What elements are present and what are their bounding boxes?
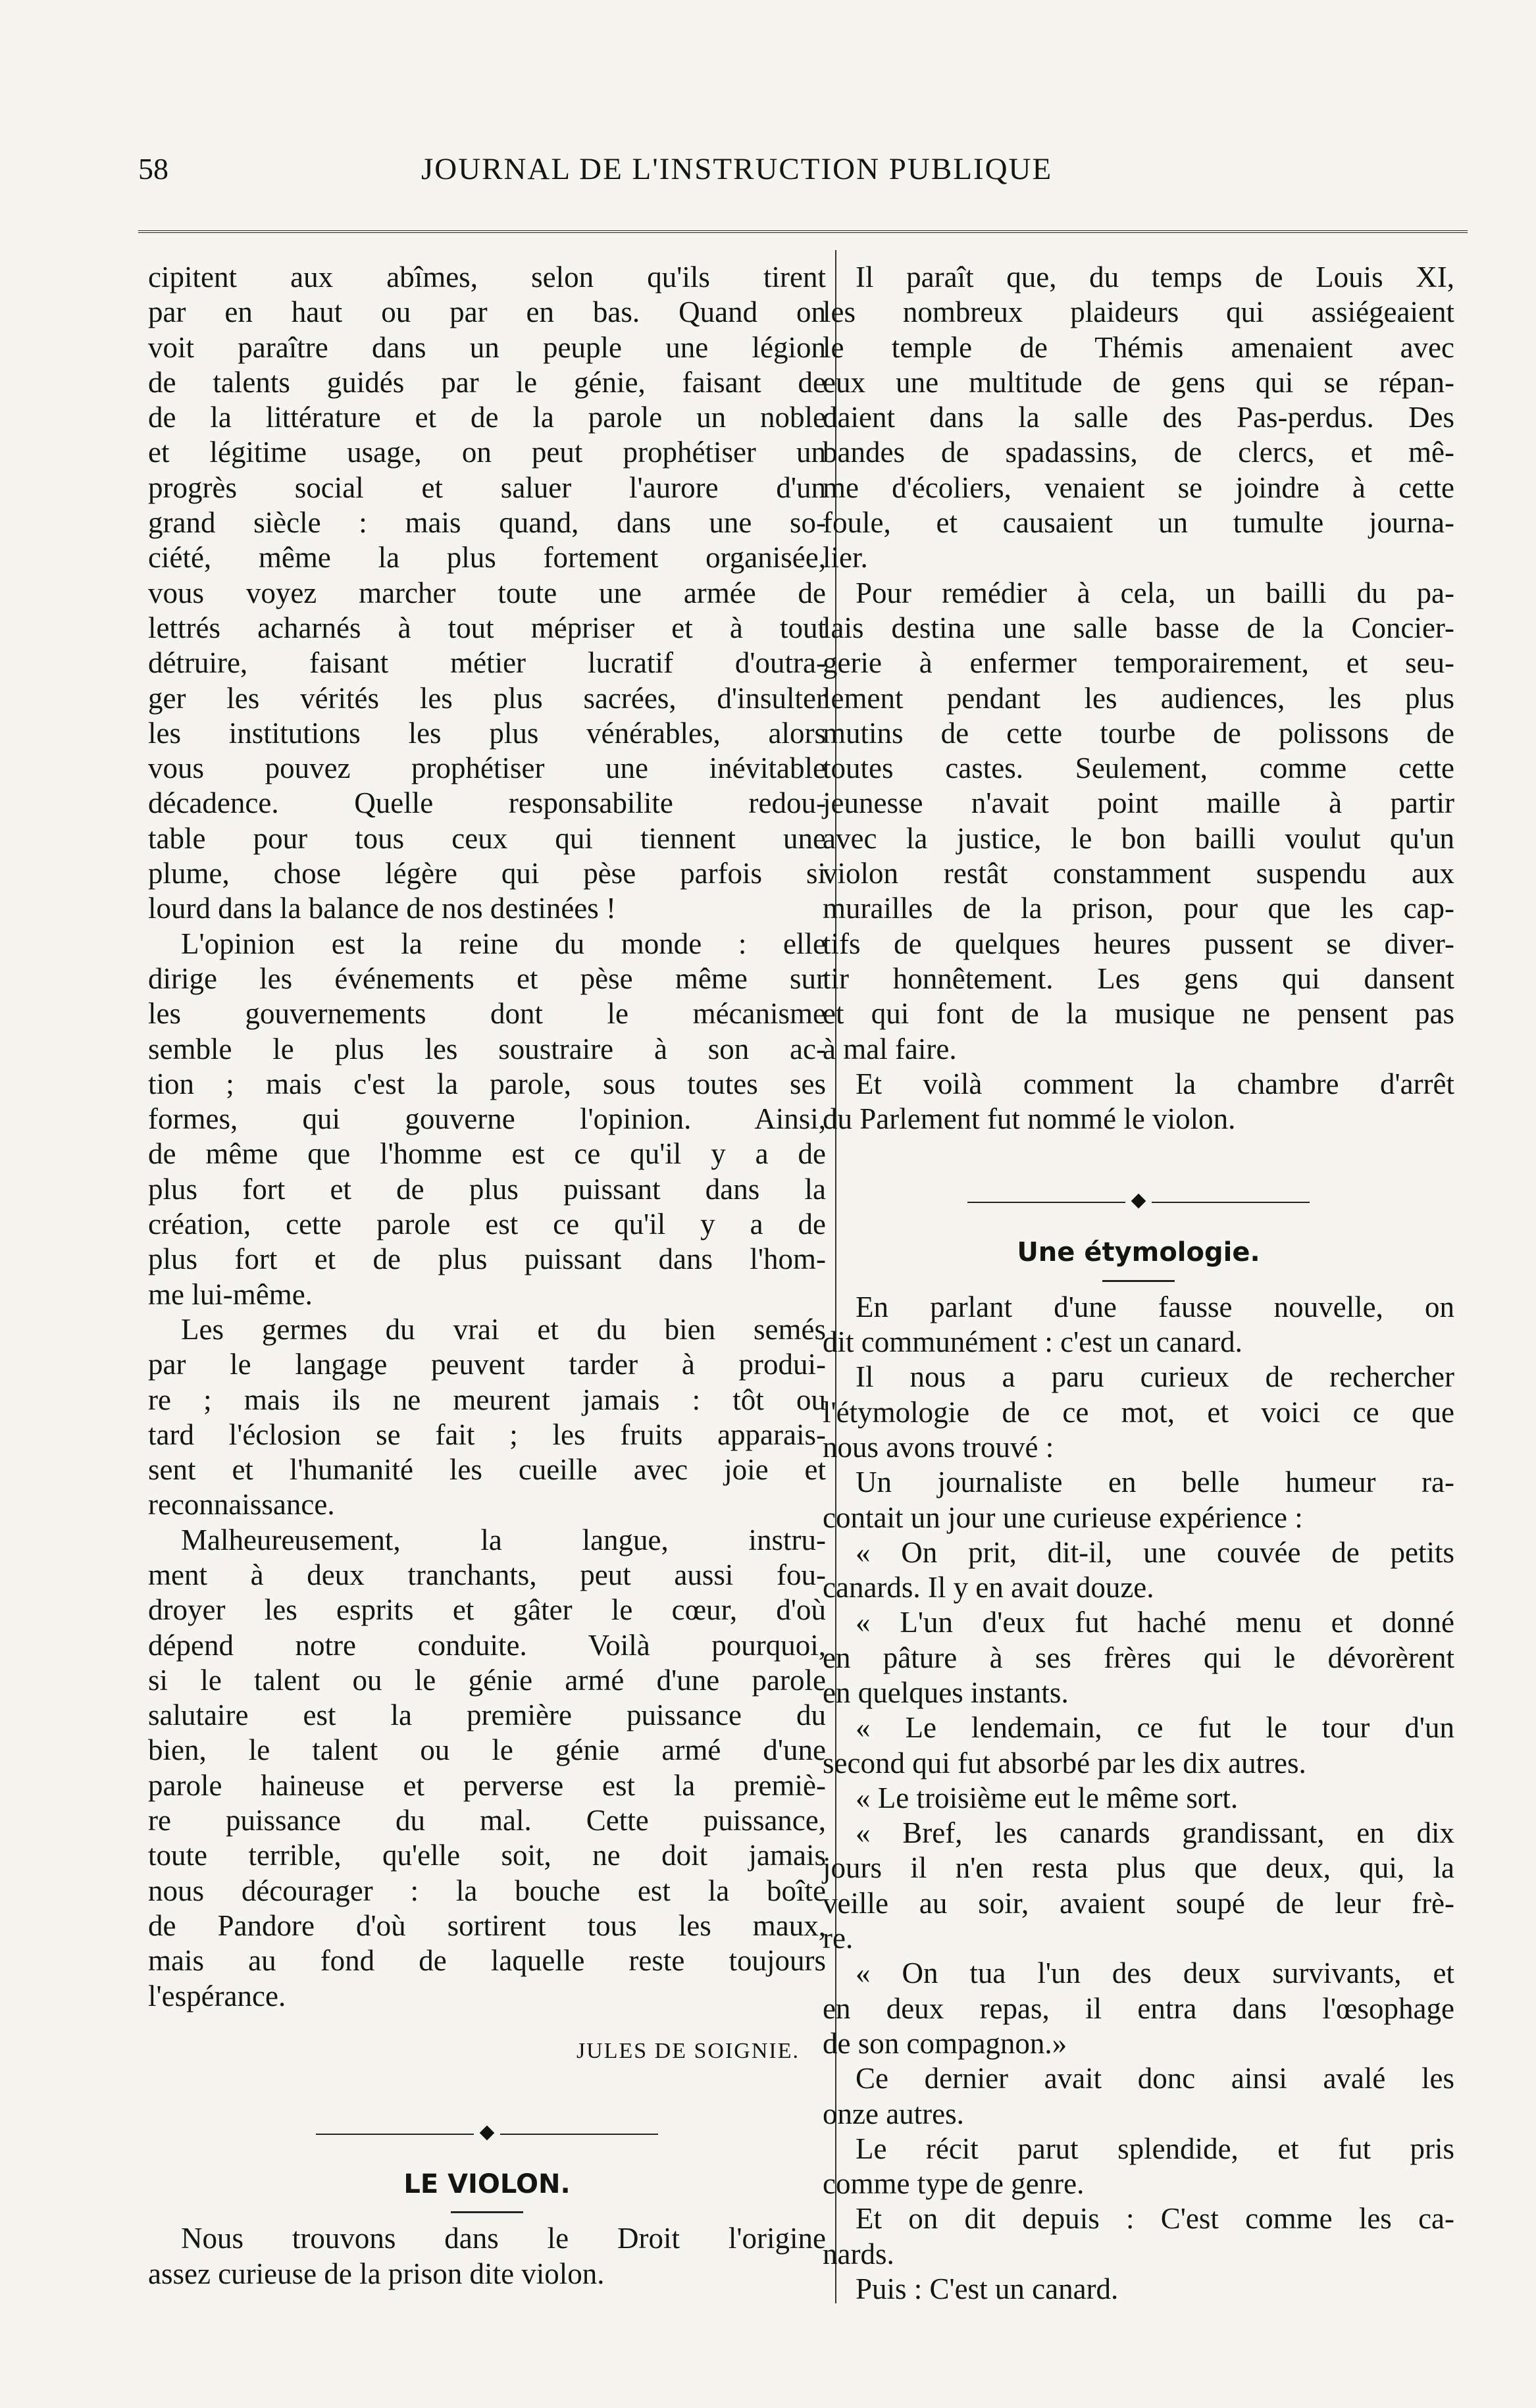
text-line: dit communément : c'est un canard. [823, 1325, 1242, 1359]
title-rule [451, 2211, 523, 2213]
text-line: murailles de la prison, pour que les cap- [823, 892, 1454, 925]
text-line: en quelques instants. [823, 1676, 1069, 1709]
text-line: parole haineuse et perverse est la premiè- [148, 1768, 826, 1802]
text-line: En parlant d'une fausse nouvelle, on [856, 1290, 1454, 1323]
text-line: me d'écoliers, venaient se joindre à cette [823, 471, 1454, 504]
text-line: de même que l'homme est ce qu'il y a de [148, 1137, 826, 1171]
text-line: les nombreux plaideurs qui assiégeaient [823, 295, 1454, 329]
text-line: jours il n'en resta plus que deux, qui, la [823, 1851, 1454, 1885]
text-line: me lui-même. [148, 1277, 313, 1311]
running-title: JOURNAL DE L'INSTRUCTION PUBLIQUE [421, 152, 1053, 186]
text-line: bien, le talent ou le génie armé d'une [148, 1733, 826, 1767]
text-line: toutes castes. Seulement, comme cette [823, 752, 1454, 785]
text-line: Les germes du vrai et du bien semés [181, 1312, 826, 1346]
text-line: tion ; mais c'est la parole, sous toutes ses [148, 1067, 826, 1100]
text-line: violon restât constamment suspendu aux [823, 857, 1454, 890]
text-line: lais destina une salle basse de la Concier- [823, 611, 1454, 644]
text-line: contait un jour une curieuse expérience : [823, 1500, 1303, 1534]
text-line: assez curieuse de la prison dite violon. [148, 2257, 605, 2290]
text-line: lier. [823, 541, 868, 575]
text-line: ger les vérités les plus sacrées, d'insulter [148, 681, 826, 715]
text-line: re. [823, 1922, 854, 1955]
right-column [823, 260, 1454, 2307]
page-number: 58 [138, 152, 168, 186]
text-line: l'étymologie de ce mot, et voici ce que [823, 1395, 1454, 1429]
text-line: ment à deux tranchants, peut aussi fou- [148, 1558, 826, 1591]
text-line: eux une multitude de gens qui se répan- [823, 365, 1454, 399]
text-line: comme type de genre. [823, 2167, 1085, 2201]
text-line: en pâture à ses frères qui le dévorèrent [823, 1641, 1454, 1674]
text-line: par en haut ou par en bas. Quand on [148, 295, 826, 329]
text-line: reconnaissance. [148, 1488, 335, 1522]
text-line: plus fort et de plus puissant dans la [148, 1172, 826, 1206]
text-line: plus fort et de plus puissant dans l'hom- [148, 1242, 826, 1276]
text-line: à mal faire. [823, 1032, 957, 1065]
section-title: LE VIOLON. [403, 2169, 571, 2200]
text-line: daient dans la salle des Pas-perdus. Des [823, 401, 1454, 434]
text-line: Un journaliste en belle humeur ra- [856, 1466, 1454, 1499]
page-header [138, 145, 1191, 197]
text-line: voit paraître dans un peuple une légion [148, 330, 826, 364]
text-line: tir honnêtement. Les gens qui dansent [823, 961, 1454, 995]
text-line: progrès social et saluer l'aurore d'un [148, 471, 826, 504]
text-line: du Parlement fut nommé le violon. [823, 1102, 1236, 1136]
text-line: lement pendant les audiences, les plus [823, 681, 1454, 715]
text-line: table pour tous ceux qui tiennent une [148, 821, 826, 855]
text-line: Et voilà comment la chambre d'arrêt [856, 1067, 1454, 1100]
text-line: Pour remédier à cela, un bailli du pa- [856, 576, 1454, 609]
text-line: cipitent aux abîmes, selon qu'ils tirent [148, 261, 826, 294]
text-line: Il nous a paru curieux de rechercher [856, 1360, 1454, 1394]
text-line: de son compagnon.» [823, 2026, 1067, 2060]
text-line: nards. [823, 2237, 894, 2270]
text-line: re puissance du mal. Cette puissance, [148, 1804, 826, 1837]
text-line: « L'un d'eux fut haché menu et donné [856, 1606, 1454, 1639]
text-line: de Pandore d'où sortirent tous les maux, [148, 1908, 826, 1942]
text-line: lourd dans la balance de nos destinées ! [148, 892, 617, 925]
text-line: formes, qui gouverne l'opinion. Ainsi, [148, 1102, 826, 1136]
text-line: avec la justice, le bon bailli voulut qu'un [823, 821, 1454, 855]
text-line: vous voyez marcher toute une armée de [148, 576, 826, 609]
text-line: en deux repas, il entra dans l'œsophage [823, 1991, 1454, 2025]
left-column [148, 260, 826, 2292]
text-line: onze autres. [823, 2097, 964, 2130]
text-line: grand siècle : mais quand, dans une so- [148, 506, 826, 540]
section-ornament [148, 2128, 826, 2141]
text-line: et qui font de la musique ne pensent pas [823, 997, 1454, 1031]
text-line: sent et l'humanité les cueille avec joie et [148, 1453, 826, 1487]
text-line: Malheureusement, la langue, instru- [181, 1523, 826, 1556]
text-line: ciété, même la plus fortement organisée, [148, 541, 826, 575]
text-line: canards. Il y en avait douze. [823, 1571, 1154, 1604]
text-line: nous décourager : la bouche est la boîte [148, 1874, 826, 1907]
text-line: gerie à enfermer temporairement, et seu- [823, 646, 1454, 680]
text-line: droyer les esprits et gâter le cœur, d'où [148, 1593, 826, 1627]
text-line: par le langage peuvent tarder à produi- [148, 1348, 826, 1381]
text-line: bandes de spadassins, de clercs, et mê- [823, 436, 1454, 469]
text-line: « Le lendemain, ce fut le tour d'un [856, 1711, 1454, 1745]
text-line: de la littérature et de la parole un noble [148, 401, 826, 434]
text-line: re ; mais ils ne meurent jamais : tôt ou [148, 1383, 826, 1416]
text-line: si le talent ou le génie armé d'une parole [148, 1663, 826, 1697]
text-line: et légitime usage, on peut prophétiser un [148, 436, 826, 469]
text-line: création, cette parole est ce qu'il y a de [148, 1208, 826, 1241]
text-line: détruire, faisant métier lucratif d'outra- [148, 646, 826, 680]
text-line: le temple de Thémis amenaient avec [823, 330, 1454, 364]
text-line: « On tua l'un des deux survivants, et [856, 1957, 1454, 1990]
text-line: nous avons trouvé : [823, 1430, 1054, 1464]
title-rule [1102, 1280, 1175, 1282]
text-line: « Le troisième eut le même sort. [856, 1781, 1239, 1814]
author-signature: JULES DE SOIGNIE. [576, 2038, 800, 2063]
text-line: tard l'éclosion se fait ; les fruits apparais- [148, 1418, 826, 1451]
text-line: Ce dernier avait donc ainsi avalé les [856, 2062, 1454, 2095]
text-line: Il paraît que, du temps de Louis XI, [856, 261, 1454, 294]
text-line: dirige les événements et pèse même sur [148, 961, 826, 995]
text-line: l'espérance. [148, 1979, 286, 2012]
text-line: vous pouvez prophétiser une inévitable [148, 752, 826, 785]
text-line: toute terrible, qu'elle soit, ne doit jamais [148, 1839, 826, 1872]
section-ornament [823, 1196, 1454, 1209]
text-line: les institutions les plus vénérables, alors [148, 716, 826, 750]
text-line: « On prit, dit-il, une couvée de petits [856, 1535, 1454, 1569]
text-line: semble le plus les soustraire à son ac- [148, 1032, 826, 1065]
text-line: les gouvernements dont le mécanisme [148, 997, 826, 1031]
text-line: dépend notre conduite. Voilà pourquoi, [148, 1628, 826, 1662]
text-line: « Bref, les canards grandissant, en dix [856, 1816, 1454, 1850]
text-line: Le récit parut splendide, et fut pris [856, 2132, 1454, 2165]
text-line: plume, chose légère qui pèse parfois si [148, 857, 826, 890]
text-line: mutins de cette tourbe de polissons de [823, 716, 1454, 750]
text-line: Puis : C'est un canard. [856, 2272, 1119, 2306]
text-line: second qui fut absorbé par les dix autres. [823, 1746, 1306, 1780]
text-line: foule, et causaient un tumulte journa- [823, 506, 1454, 540]
section-title: Une étymologie. [1017, 1237, 1260, 1268]
text-line: décadence. Quelle responsabilite redou- [148, 786, 826, 820]
text-line: tifs de quelques heures pussent se diver- [823, 927, 1454, 960]
header-rule [138, 230, 1468, 233]
text-line: salutaire est la première puissance du [148, 1699, 826, 1732]
text-line: mais au fond de laquelle reste toujours [148, 1944, 826, 1978]
text-line: jeunesse n'avait point maille à partir [823, 786, 1454, 820]
text-line: veille au soir, avaient soupé de leur frè- [823, 1886, 1454, 1920]
text-line: Nous trouvons dans le Droit l'origine [181, 2222, 826, 2255]
text-line: de talents guidés par le génie, faisant de [148, 365, 826, 399]
text-line: L'opinion est la reine du monde : elle [181, 927, 826, 960]
text-line: Et on dit depuis : C'est comme les ca- [856, 2202, 1454, 2236]
text-line: lettrés acharnés à tout mépriser et à tout [148, 611, 826, 644]
